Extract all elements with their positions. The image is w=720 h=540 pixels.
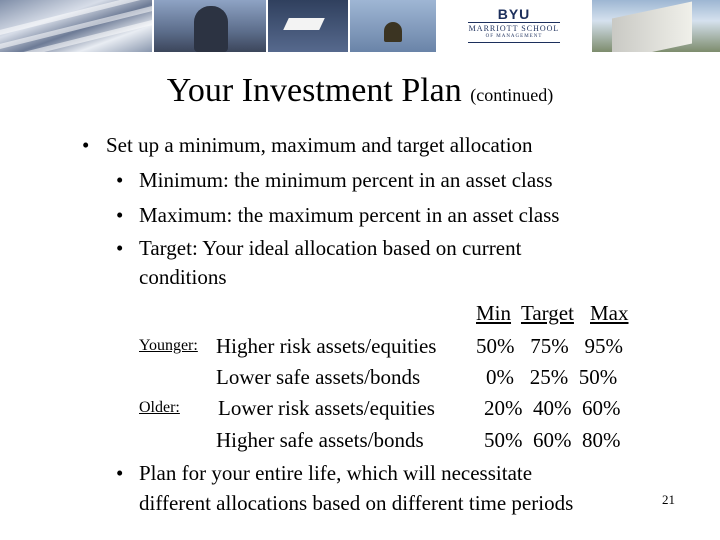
byu-marriott-logo: BYU MARRIOTT SCHOOL OF MANAGEMENT xyxy=(438,0,590,52)
banner-photo-statue xyxy=(154,0,266,52)
sub-bullet-target-line2: conditions xyxy=(139,265,227,289)
group-label-older: Older: xyxy=(139,399,180,416)
bullet-dot: • xyxy=(116,203,124,227)
column-header-max: Max xyxy=(590,301,629,325)
allocation-row-label: Higher risk assets/equities xyxy=(216,334,437,358)
banner-photo-bell xyxy=(350,0,436,52)
bullet-dot: • xyxy=(82,133,90,157)
bullet-dot: • xyxy=(116,461,124,485)
sub-bullet-target-line1: Target: Your ideal allocation based on current xyxy=(139,236,522,260)
banner-photo-building xyxy=(0,0,152,52)
group-label-younger: Younger: xyxy=(139,337,198,354)
bullet-dot: • xyxy=(116,168,124,192)
bullet-dot: • xyxy=(116,236,124,260)
column-header-target: Target xyxy=(521,301,574,325)
sub-bullet-maximum: Maximum: the maximum percent in an asset class xyxy=(139,203,560,227)
title-suffix: (continued) xyxy=(470,85,554,105)
sub-bullet-minimum: Minimum: the minimum percent in an asset class xyxy=(139,168,553,192)
sub-bullet-plan-line2: different allocations based on different time periods xyxy=(139,491,574,515)
bullet-setup-allocation: Set up a minimum, maximum and target allocation xyxy=(106,133,533,157)
page-number: 21 xyxy=(662,492,675,507)
column-header-min: Min xyxy=(476,301,512,325)
allocation-row-values: 0% 25% 50% xyxy=(486,365,618,389)
allocation-row-label: Lower risk assets/equities xyxy=(218,396,435,420)
sub-bullet-plan-line1: Plan for your entire life, which will necessitate xyxy=(139,461,533,485)
allocation-row-label: Higher safe assets/bonds xyxy=(216,428,424,452)
allocation-row-values: 50% 60% 80% xyxy=(484,428,621,452)
title-main: Your Investment Plan xyxy=(166,72,462,109)
slide-title xyxy=(0,72,720,110)
banner-photo-campus xyxy=(592,0,720,52)
banner-photo-y-mountain xyxy=(268,0,348,52)
header-banner xyxy=(0,0,720,52)
allocation-row-values: 50% 75% 95% xyxy=(476,334,623,358)
allocation-row-values: 20% 40% 60% xyxy=(484,396,621,420)
allocation-row-label: Lower safe assets/bonds xyxy=(216,365,421,389)
